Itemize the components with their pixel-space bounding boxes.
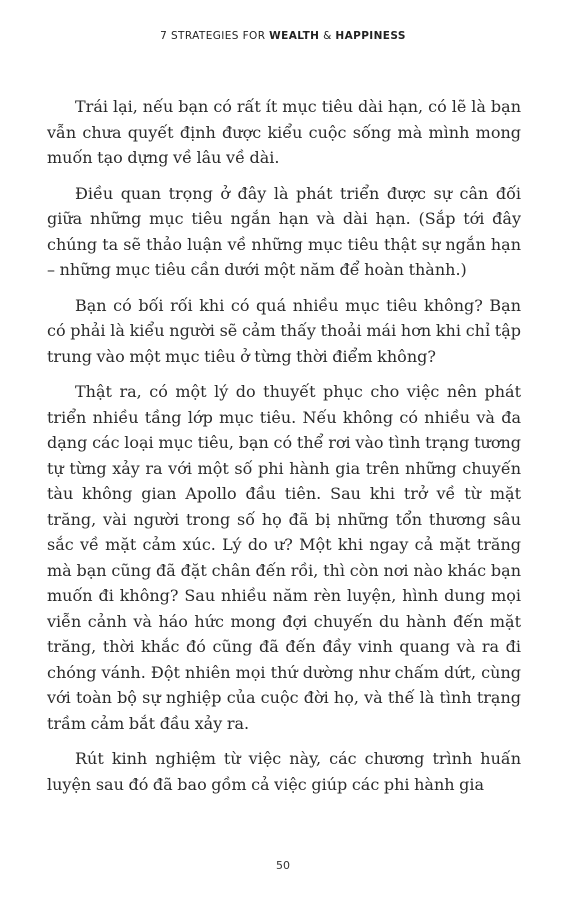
running-head-prefix: 7 STRATEGIES FOR [160, 30, 270, 42]
page-number: 50 [276, 859, 290, 872]
paragraph-4: Thật ra, có một lý do thuyết phục cho việc nên phát triển nhiều tầng lớp mục tiêu. Nếu không có nhiều và đa dạng các loại mục tiêu, bạn có thể rơi vào tình trạng tương tự từng xảy ra với một số phi hành gia trên những chuyến tàu không gian Apollo đầu tiên. Sau khi trở về từ mặt trăng, vài người trong số họ đã bị những tổn thương sâu sắc về mặt cảm xúc. Lý do ư? Một khi ngay cả mặt trăng mà bạn cũng đã đặt chân đến rồi, thì còn nơi nào khác bạn muốn đi không? Sau nhiều năm rèn luyện, hình dung mọi viễn cảnh và háo hức mong đợi chuyến du hành đến mặt trăng, thời khắc đó cũng đã đến đầy vinh quang và ra đi chóng vánh. Đột nhiên mọi thứ dường như chấm dứt, cùng với toàn bộ sự nghiệp của cuộc đời họ, và thế là tình trạng trầm cảm bắt đầu xảy ra. [47, 382, 521, 733]
paragraph-1: Trái lại, nếu bạn có rất ít mục tiêu dài hạn, có lẽ là bạn vẫn chưa quyết định được kiểu cuộc sống mà mình mong muốn tạo dựng về lâu về dài. [47, 97, 521, 167]
running-head-ampersand: & [319, 30, 336, 42]
body-text [47, 94, 521, 807]
running-head-happiness: HAPPINESS [335, 30, 406, 42]
running-head-wealth: WEALTH [269, 30, 320, 42]
paragraph-5: Rút kinh nghiệm từ việc này, các chương trình huấn luyện sau đó đã bao gồm cả việc giúp các phi hành gia [47, 749, 521, 794]
running-head [0, 30, 566, 42]
paragraph-3: Bạn có bối rối khi có quá nhiều mục tiêu không? Bạn có phải là kiểu người sẽ cảm thấy thoải mái hơn khi chỉ tập trung vào một mục tiêu ở từng thời điểm không? [47, 295, 521, 366]
paragraph-2: Điều quan trọng ở đây là phát triển được sự cân đối giữa những mục tiêu ngắn hạn và dài hạn. (Sắp tới đây chúng ta sẽ thảo luận về những mục tiêu thật sự ngắn hạn – những mục tiêu cần dưới một năm để hoàn thành.) [47, 183, 521, 279]
